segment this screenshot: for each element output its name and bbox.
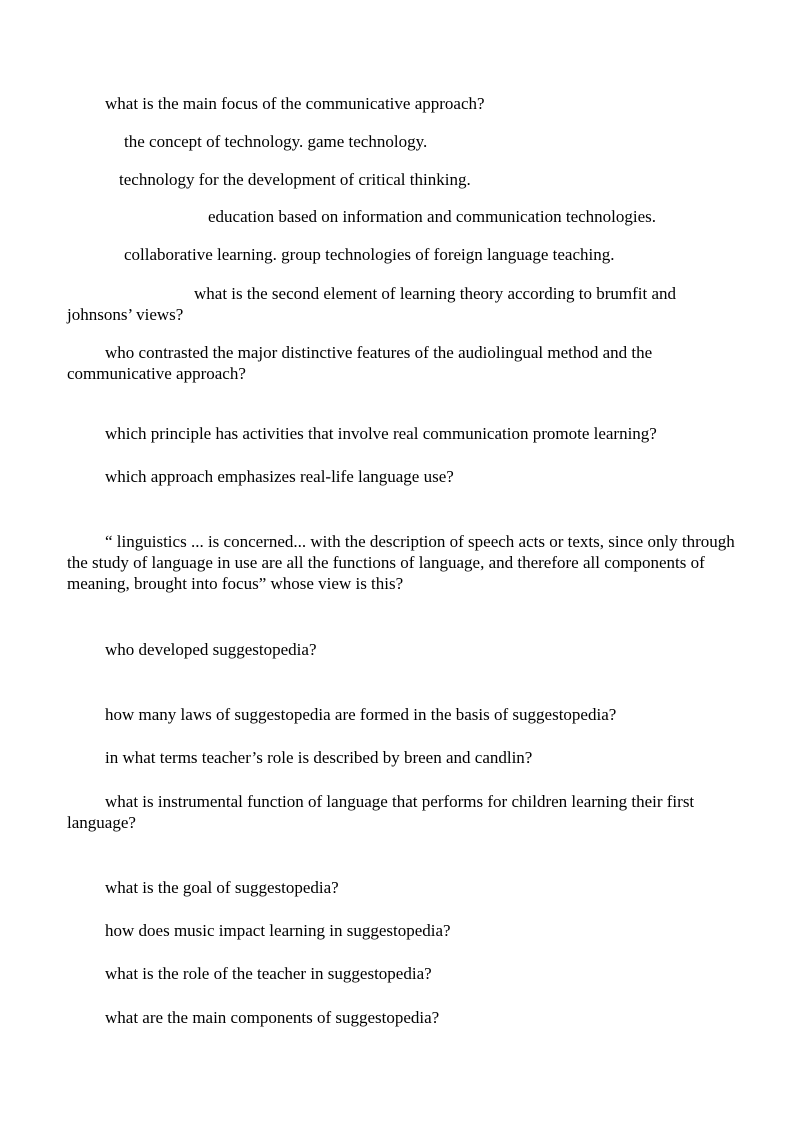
paragraph-suggestopedia-laws: how many laws of suggestopedia are formed in the basis of suggestopedia?	[105, 705, 617, 724]
paragraph-main-components: what are the main components of suggestopedia?	[105, 1008, 440, 1027]
paragraph-communicative-focus: what is the main focus of the communicative approach?	[105, 94, 485, 113]
paragraph-linguistics-quote: “ linguistics ... is concerned... with the description of speech acts or texts, since only through the study of language in use are all the functions of language, and therefore all components of meaning, brought into focus” whose view is this?	[67, 532, 735, 593]
paragraph-real-communication-principle: which principle has activities that involve real communication promote learning?	[105, 424, 657, 443]
paragraph-learning-theory-element: what is the second element of learning theory according to brumfit and johnsons’ views?	[67, 284, 676, 324]
paragraph-teacher-role-suggestopedia: what is the role of the teacher in suggestopedia?	[105, 964, 432, 983]
paragraph-suggestopedia-goal: what is the goal of suggestopedia?	[105, 878, 339, 897]
paragraph-music-impact: how does music impact learning in suggestopedia?	[105, 921, 451, 940]
paragraph-collaborative-learning: collaborative learning. group technologies of foreign language teaching.	[124, 245, 615, 264]
paragraph-instrumental-function: what is instrumental function of language that performs for children learning their first language?	[67, 792, 695, 832]
paragraph-teacher-role-breen-candlin: in what terms teacher’s role is described by breen and candlin?	[105, 748, 533, 767]
paragraph-technology-concept: the concept of technology. game technology.	[124, 132, 428, 151]
paragraph-real-life-approach: which approach emphasizes real-life language use?	[105, 467, 454, 486]
paragraph-critical-thinking: technology for the development of critical thinking.	[119, 170, 471, 189]
paragraph-suggestopedia-developer: who developed suggestopedia?	[105, 640, 317, 659]
paragraph-audiolingual-contrast: who contrasted the major distinctive features of the audiolingual method and the communicative approach?	[67, 343, 653, 383]
paragraph-ict-education: education based on information and communication technologies.	[208, 207, 657, 226]
